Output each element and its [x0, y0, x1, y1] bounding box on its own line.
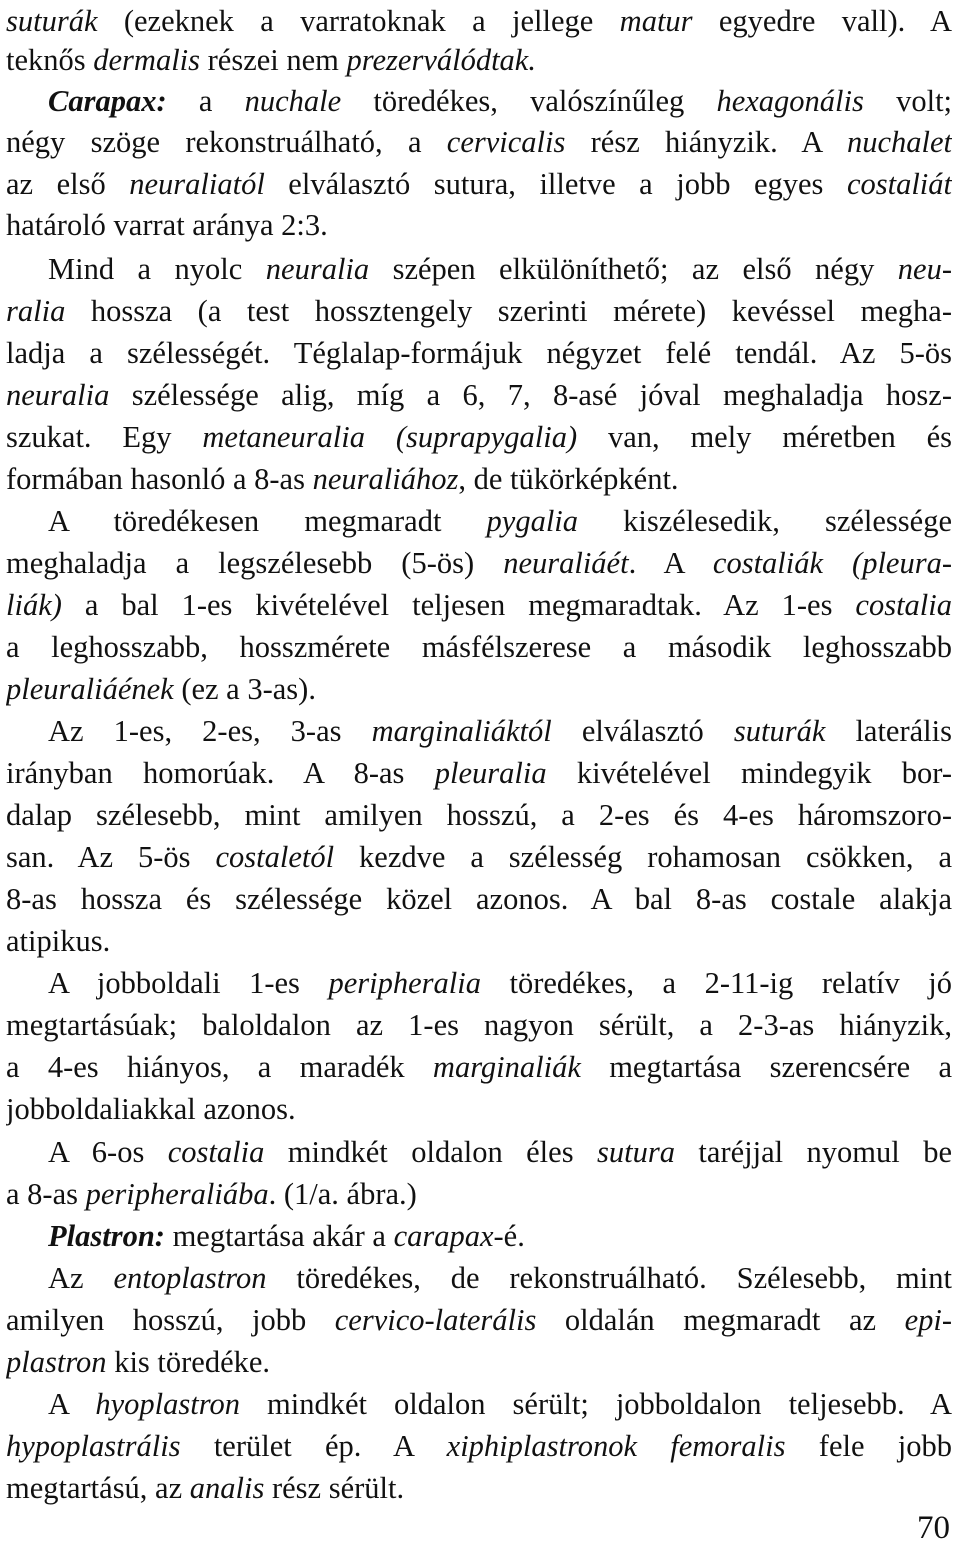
emphasized-text: ralia: [6, 294, 66, 328]
emphasized-text: hypoplastrális: [6, 1429, 181, 1463]
emphasized-text: Carapax:: [48, 84, 167, 118]
text-line: [48, 1131, 952, 1173]
text-line: [6, 1341, 952, 1383]
text-line: [6, 584, 952, 626]
text-run: A jobboldali 1-es: [48, 966, 329, 1000]
text-run: Az 1-es, 2-es, 3-as: [48, 714, 372, 748]
text-run: hossza (a test hossztengely szerinti mérete) kevéssel megha-: [65, 294, 952, 328]
text-run: 8-as hossza és szélessége közel azonos. A bal 8-as costale alakja: [6, 882, 952, 916]
text-run: formában hasonló a 8-as: [6, 462, 313, 496]
text-line: [48, 710, 952, 752]
text-run: megtartású, az: [6, 1471, 190, 1505]
text-run: irányban homorúak. A 8-as: [6, 756, 435, 790]
emphasized-text: cervico-laterális: [334, 1303, 537, 1337]
text-run: Az: [48, 1261, 114, 1295]
emphasized-text: hyoplastron: [95, 1387, 240, 1421]
emphasized-text: peripheralia: [328, 966, 481, 1000]
text-line: [48, 962, 952, 1004]
emphasized-text: neuraliáét: [503, 546, 629, 580]
text-run: oldalán megmaradt az: [536, 1303, 905, 1337]
emphasized-text: carapax: [393, 1219, 494, 1253]
text-run: terület ép. A: [180, 1429, 447, 1463]
text-run: határoló varrat aránya 2:3.: [6, 208, 328, 242]
text-line: [6, 1046, 952, 1088]
emphasized-text: hexagonális: [716, 84, 864, 118]
text-run: (ezeknek a varratoknak a jellege: [97, 4, 620, 38]
text-run: rész sérült.: [264, 1471, 405, 1505]
emphasized-text: costalia: [167, 1135, 265, 1169]
emphasized-text: marginaliák: [432, 1050, 581, 1084]
text-line: [6, 1004, 952, 1046]
text-run: . (1/a. ábra.): [268, 1177, 417, 1211]
text-run: A: [48, 1387, 96, 1421]
text-line: [48, 80, 952, 122]
emphasized-text: sutura: [597, 1135, 675, 1169]
text-run: négy szöge rekonstruálható, a: [6, 125, 447, 159]
text-run: -é.: [493, 1219, 525, 1253]
text-line: [6, 1425, 952, 1467]
emphasized-text: costaliát: [846, 167, 952, 201]
text-run: laterális: [825, 714, 952, 748]
text-run: az első: [6, 167, 130, 201]
text-line: [6, 1173, 952, 1215]
text-line: [6, 332, 952, 374]
emphasized-text: matur: [619, 4, 693, 38]
text-line: [6, 836, 952, 878]
emphasized-text: costalia: [855, 588, 952, 622]
text-run: fele jobb: [785, 1429, 952, 1463]
text-run: meghaladja a legszélesebb (5-ös): [6, 546, 504, 580]
emphasized-text: nuchalet: [846, 125, 952, 159]
emphasized-text: peripheraliába: [85, 1177, 269, 1211]
emphasized-text: neuraliához: [312, 462, 459, 496]
text-line: [48, 1257, 952, 1299]
text-run: töredékes, a 2-11-ig relatív jó: [480, 966, 952, 1000]
emphasized-text: epi-: [904, 1303, 952, 1337]
text-run: , de tükörképként.: [458, 462, 679, 496]
emphasized-text: suturák: [733, 714, 826, 748]
text-run: ladja a szélességét. Téglalap-formájuk négyzet felé tendál. Az 5-ös: [6, 336, 952, 370]
text-line: [6, 121, 952, 163]
text-run: volt;: [863, 84, 952, 118]
text-line: [48, 500, 952, 542]
text-run: szukat. Egy: [6, 420, 203, 454]
text-run: (ez a 3-as).: [173, 672, 316, 706]
emphasized-text: neuralia: [6, 378, 110, 412]
emphasized-text: cervicalis: [446, 125, 566, 159]
text-run: atipikus.: [6, 924, 111, 958]
emphasized-text: pleuralia: [434, 756, 547, 790]
emphasized-text: costaletól: [215, 840, 335, 874]
text-run: van, mely méretben és: [577, 420, 952, 454]
emphasized-text: neuraliatól: [129, 167, 265, 201]
text-line: [6, 163, 952, 205]
text-run: . A: [628, 546, 713, 580]
emphasized-text: pleuraliáének: [6, 672, 174, 706]
text-run: Mind a nyolc: [48, 252, 266, 286]
text-run: töredékes, de rekonstruálható. Szélesebb, mint: [266, 1261, 952, 1295]
emphasized-text: prezerválódtak.: [346, 43, 536, 77]
text-run: amilyen hosszú, jobb: [6, 1303, 335, 1337]
text-line: [48, 1215, 952, 1257]
text-run: a 8-as: [6, 1177, 86, 1211]
emphasized-text: neu-: [897, 252, 952, 286]
text-run: a: [166, 84, 245, 118]
text-line: [6, 878, 952, 920]
text-run: megtartása akár a: [164, 1219, 394, 1253]
text-run: jobboldaliakkal azonos.: [6, 1092, 296, 1126]
text-run: dalap szélesebb, mint amilyen hosszú, a 2-es és 4-es háromszoro-: [6, 798, 952, 832]
text-line: [6, 204, 952, 246]
text-run: töredékes, valószínűleg: [341, 84, 717, 118]
emphasized-text: costaliák (pleura-: [712, 546, 952, 580]
text-run: szélessége alig, míg a 6, 7, 8-asé jóval meghaladja hosz-: [109, 378, 952, 412]
text-line: [6, 542, 952, 584]
emphasized-text: analis: [189, 1471, 265, 1505]
emphasized-text: entoplastron: [113, 1261, 267, 1295]
text-run: taréjjal nyomul be: [674, 1135, 952, 1169]
text-line: [48, 248, 952, 290]
text-run: kivételével mindegyik bor-: [546, 756, 952, 790]
text-line: [6, 0, 952, 42]
text-run: kezdve a szélesség rohamosan csökken, a: [334, 840, 952, 874]
text-line: [6, 1088, 952, 1130]
text-line: [6, 668, 952, 710]
text-run: a leghosszabb, hosszmérete másfélszerese a második leghosszabb: [6, 630, 952, 664]
text-line: [48, 1383, 952, 1425]
text-run: mindkét oldalon éles: [264, 1135, 598, 1169]
text-line: [6, 1299, 952, 1341]
text-run: szépen elkülöníthető; az első négy: [369, 252, 898, 286]
emphasized-text: suturák: [6, 4, 98, 38]
text-run: A 6-os: [48, 1135, 168, 1169]
emphasized-text: pygalia: [486, 504, 579, 538]
text-run: elválasztó sutura, illetve a jobb egyes: [264, 167, 847, 201]
text-run: kis töredéke.: [106, 1345, 271, 1379]
text-run: rész hiányzik. A: [565, 125, 847, 159]
text-run: megtartásúak; baloldalon az 1-es nagyon sérült, a 2-3-as hiányzik,: [6, 1008, 952, 1042]
text-line: [6, 1467, 952, 1509]
text-run: elválasztó: [551, 714, 734, 748]
text-line: [6, 794, 952, 836]
text-run: kiszélesedik, szélessége: [578, 504, 952, 538]
emphasized-text: metaneuralia (suprapygalia): [202, 420, 578, 454]
text-run: a bal 1-es kivételével teljesen megmaradtak. Az 1-es: [61, 588, 856, 622]
text-line: [6, 752, 952, 794]
text-line: [6, 626, 952, 668]
text-run: részei nem: [200, 43, 347, 77]
emphasized-text: xiphiplastronok femoralis: [446, 1429, 786, 1463]
text-run: teknős: [6, 43, 94, 77]
text-line: [6, 374, 952, 416]
emphasized-text: liák): [6, 588, 62, 622]
emphasized-text: Plastron:: [48, 1219, 165, 1253]
text-run: mindkét oldalon sérült; jobboldalon teljesebb. A: [239, 1387, 952, 1421]
text-run: megtartása szerencsére a: [580, 1050, 952, 1084]
emphasized-text: neuralia: [265, 252, 370, 286]
text-run: a 4-es hiányos, a maradék: [6, 1050, 433, 1084]
page-number: 70: [917, 1510, 950, 1546]
text-line: [6, 290, 952, 332]
text-line: [6, 920, 952, 962]
text-run: san. Az 5-ös: [6, 840, 216, 874]
emphasized-text: nuchale: [244, 84, 342, 118]
text-line: [6, 458, 952, 500]
emphasized-text: dermalis: [93, 43, 201, 77]
text-line: [6, 416, 952, 458]
emphasized-text: plastron: [6, 1345, 107, 1379]
text-run: egyedre vall). A: [692, 4, 952, 38]
text-line: [6, 39, 952, 81]
emphasized-text: marginaliáktól: [371, 714, 552, 748]
text-run: A töredékesen megmaradt: [48, 504, 487, 538]
